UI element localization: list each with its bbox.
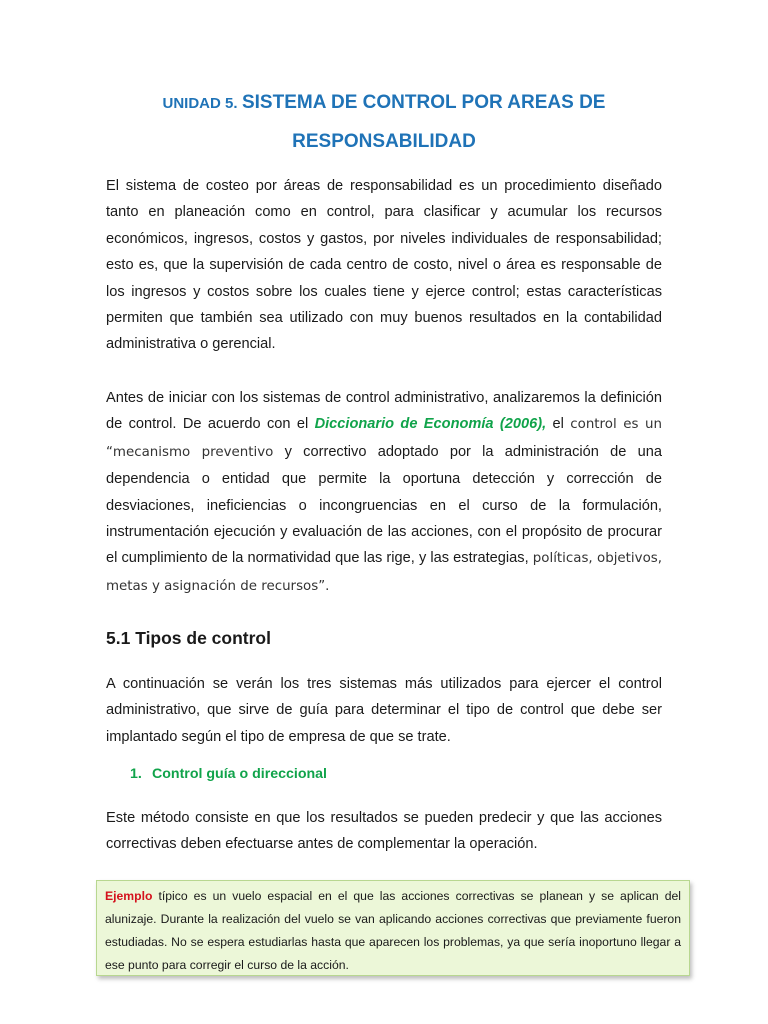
method-paragraph: Este método consiste en que los resultados se pueden predecir y que las acciones correctivas deben efectuarse antes de complementar la operación. [106,810,662,853]
quote-end: políticas, objetivos, metas y asignación de recursos”. [106,551,662,594]
example-paragraph [105,885,681,977]
example-keyword: Ejemplo [105,889,153,903]
list-item-number: 1. [130,766,142,782]
definition-text-middle: y correctivo adoptado por la administración de una dependencia o entidad que permite la oportuna detección y corrección de desviaciones, ineficiencias o incongruencias en el curso de la formulación, instrumentación ejecución y evaluación de las acciones, con el propósito de procurar el cumplimiento de la normatividad que las rige, y las estrategias, [106,443,662,567]
definition-text-before: Antes de iniciar con los sistemas de control administrativo, analizaremos la definición de control. De acuerdo con el [106,390,662,433]
section-paragraph: A continuación se verán los tres sistemas más utilizados para ejercer el control administrativo, que sirve de guía para determinar el tipo de control que debe ser implantado según el tipo de empresa de que se trate. [106,676,662,745]
example-callout [96,880,690,976]
example-text: típico es un vuelo espacial en el que las acciones correctivas se planean y se aplican del alunizaje. Durante la realización del vuelo se van aplicando acciones correctivas que previamente fueron estudiadas. No se espera estudiarlas hasta que aparecen los problemas, ya que sería inoportuno llegar a ese punto para corregir el curso de la acción. [105,889,681,972]
unit-label: UNIDAD 5. [162,95,238,112]
definition-paragraph [106,385,662,600]
section-heading: 5.1 Tipos de control [106,628,271,648]
quote-start: control es un “mecanismo preventivo [106,417,663,460]
page-title [100,84,668,162]
list-item-title: Control guía o direccional [152,766,327,782]
title-line-1: SISTEMA DE CONTROL POR AREAS DE [241,92,606,113]
list-item-heading [130,766,327,782]
source-citation: Diccionario de Economía (2006), [314,416,547,433]
title-line-2: RESPONSABILIDAD [292,131,476,152]
intro-paragraph: El sistema de costeo por áreas de responsabilidad es un procedimiento diseñado tanto en planeación como en control, para clasificar y acumular los recursos económicos, ingresos, costos y gastos, por niveles individuales de responsabilidad; esto es, que la supervisión de cada centro de costo, nivel o área es responsable de los ingresos y costos sobre los cuales tiene y ejerce control; estas características permiten que también sea utilizado con muy buenos resultados en la contabilidad administrativa o gerencial. [106,178,662,353]
definition-text-after-source: el [552,416,564,433]
